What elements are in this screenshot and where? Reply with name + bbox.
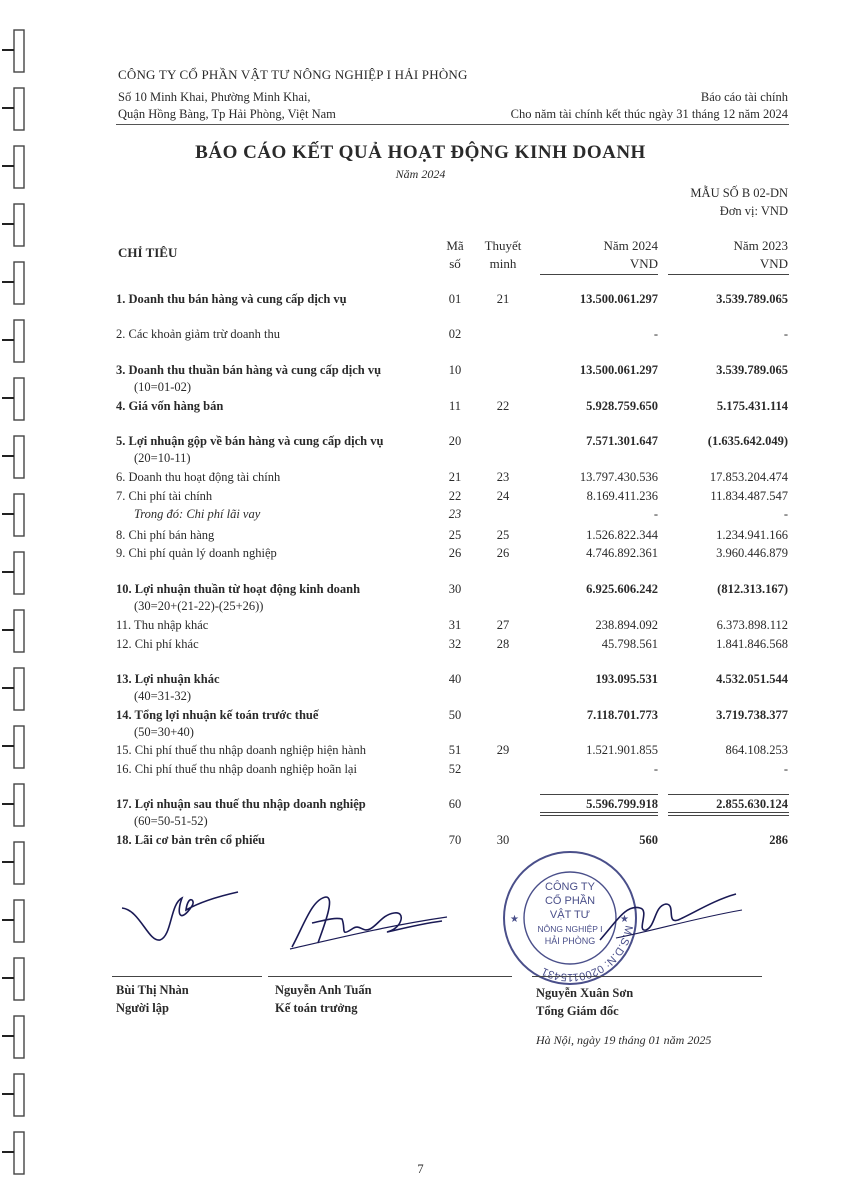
accountant-signature <box>282 885 452 960</box>
row-code: 30 <box>448 582 462 596</box>
row-value-2024: 193.095.531 <box>595 672 658 686</box>
row-label: 1. Doanh thu bán hàng và cung cấp dịch vụ <box>116 292 347 306</box>
row-value-2024: 7.118.701.773 <box>586 708 658 722</box>
preparer-role: Người lập <box>116 1001 169 1015</box>
stamp-line1: CÔNG TY <box>545 881 595 893</box>
row-value-2023: 3.960.446.879 <box>716 546 788 560</box>
row-label: 10. Lợi nhuận thuần từ hoạt động kinh doanh <box>116 582 361 596</box>
row-value-2023: 5.175.431.114 <box>716 399 788 413</box>
binding-ring <box>14 1016 24 1058</box>
col-code-header-line2: số <box>449 256 461 271</box>
row-value-2023: 1.234.941.166 <box>716 528 788 542</box>
stamp-line2: CỔ PHẦN <box>544 895 596 907</box>
row-value-2023: - <box>783 507 788 521</box>
row-note: 24 <box>496 489 510 503</box>
row-label: 17. Lợi nhuận sau thuế thu nhập doanh nghiệp <box>116 797 366 811</box>
director-sign-line <box>532 976 762 977</box>
row-note: 22 <box>496 399 510 413</box>
svg-text:★: ★ <box>510 914 519 925</box>
col-2023-header: Năm 2023 <box>733 238 788 253</box>
binding-ring <box>14 668 24 710</box>
row-label: 4. Giá vốn hàng bán <box>116 399 224 413</box>
row17-2023-bottom-rule2 <box>668 815 789 816</box>
report-subtitle: Năm 2024 <box>395 167 446 181</box>
row-value-2023: - <box>783 762 788 776</box>
row-formula: (20=10-11) <box>134 451 191 465</box>
preparer-name: Bùi Thị Nhàn <box>116 983 189 997</box>
row-note: 25 <box>496 528 510 542</box>
row-note: 26 <box>496 546 510 560</box>
col-2023-currency: VND <box>759 256 788 271</box>
row-value-2024: - <box>653 327 658 341</box>
row-note: 23 <box>496 470 510 484</box>
row-value-2023: 17.853.204.474 <box>709 470 788 484</box>
row-label: 9. Chi phí quản lý doanh nghiệp <box>116 546 277 560</box>
binding-ring <box>14 204 24 246</box>
binding-ring <box>14 842 24 884</box>
row-label: 12. Chi phí khác <box>116 637 199 651</box>
row-value-2024: 13.797.430.536 <box>579 470 658 484</box>
col-note-header-line2: minh <box>489 256 517 271</box>
row-code: 23 <box>448 507 462 521</box>
row-value-2024: 6.925.606.242 <box>586 582 658 596</box>
director-signature <box>596 880 746 970</box>
row-value-2024: 7.571.301.647 <box>586 434 658 448</box>
row-value-2024: 4.746.892.361 <box>586 546 658 560</box>
col-2024-currency: VND <box>629 256 658 271</box>
report-type: Báo cáo tài chính <box>700 90 788 104</box>
place-and-date: Hà Nội, ngày 19 tháng 01 năm 2025 <box>536 1033 712 1047</box>
row-note: 29 <box>496 743 510 757</box>
row-code: 10 <box>448 363 462 377</box>
row-value-2024: 1.526.822.344 <box>586 528 658 542</box>
row-label: 8. Chi phí bán hàng <box>116 528 215 542</box>
stamp-line3: VẬT TƯ <box>549 909 591 921</box>
row-value-2023: 3.719.738.377 <box>716 708 788 722</box>
row-value-2024: 5.596.799.918 <box>586 797 658 811</box>
binding-ring <box>14 320 24 362</box>
binding-ring <box>14 610 24 652</box>
row-value-2023: 11.834.487.547 <box>710 489 788 503</box>
row-code: 25 <box>448 528 462 542</box>
company-address-line2: Quận Hồng Bàng, Tp Hải Phòng, Việt Nam <box>118 107 336 121</box>
binding-ring <box>14 436 24 478</box>
col-2023-underline <box>668 274 789 275</box>
row-value-2023: (812.313.167) <box>717 582 788 596</box>
row-label: 18. Lãi cơ bản trên cổ phiếu <box>116 833 265 847</box>
row-code: 02 <box>448 327 462 341</box>
currency-unit: Đơn vị: VND <box>719 204 788 218</box>
row-code: 40 <box>448 672 462 686</box>
row-value-2023: 4.532.051.544 <box>716 672 788 686</box>
row-label: 2. Các khoản giảm trừ doanh thu <box>116 327 281 341</box>
row-value-2024: - <box>653 762 658 776</box>
row-value-2024: 13.500.061.297 <box>579 292 658 306</box>
row-value-2024: 5.928.759.650 <box>586 399 658 413</box>
row-label: 6. Doanh thu hoạt động tài chính <box>116 470 281 484</box>
row-label: 15. Chi phí thuế thu nhập doanh nghiệp hiện hành <box>116 743 366 757</box>
row-value-2024: - <box>653 507 658 521</box>
col-indicator-header: CHỈ TIÊU <box>118 245 178 260</box>
row-value-2024: 1.521.901.855 <box>586 743 658 757</box>
row-code: 26 <box>448 546 462 560</box>
row-formula: (60=50-51-52) <box>134 814 208 828</box>
binding-ring <box>14 494 24 536</box>
row-label: 13. Lợi nhuận khác <box>116 672 220 686</box>
binding-ring <box>14 784 24 826</box>
col-2024-underline <box>540 274 658 275</box>
row-value-2024: 238.894.092 <box>595 618 658 632</box>
row-code: 50 <box>448 708 462 722</box>
row-code: 21 <box>448 470 462 484</box>
row-code: 31 <box>448 618 462 632</box>
row17-2024-bottom-rule <box>540 812 658 813</box>
stamp-ring-text: M.S.D.N: 0200115431 <box>539 924 635 984</box>
preparer-sign-line <box>112 976 262 977</box>
row-formula: (40=31-32) <box>134 689 192 703</box>
stamp-line4: NÔNG NGHIỆP I <box>537 924 603 934</box>
page-number: 7 <box>417 1162 424 1176</box>
row-note: 28 <box>496 637 510 651</box>
row-value-2023: 3.539.789.065 <box>716 292 788 306</box>
svg-text:★: ★ <box>620 914 629 925</box>
row-label: 16. Chi phí thuế thu nhập doanh nghiệp hoãn lại <box>116 762 357 776</box>
row-value-2023: 864.108.253 <box>725 743 788 757</box>
row-value-2024: 13.500.061.297 <box>579 363 658 377</box>
row-value-2024: 8.169.411.236 <box>586 489 658 503</box>
company-name: CÔNG TY CỔ PHẦN VẬT TƯ NÔNG NGHIỆP I HẢI PHÒNG <box>118 67 468 82</box>
binding-ring <box>14 958 24 1000</box>
row-value-2024: 45.798.561 <box>601 637 658 651</box>
binding-ring <box>14 378 24 420</box>
preparer-signature <box>110 880 250 960</box>
row-code: 60 <box>448 797 462 811</box>
row-code: 22 <box>448 489 462 503</box>
row-value-2023: 3.539.789.065 <box>716 363 788 377</box>
row-value-2024: 560 <box>639 833 658 847</box>
binding-ring <box>14 262 24 304</box>
director-name: Nguyễn Xuân Sơn <box>536 986 634 1000</box>
row-note: 30 <box>496 833 510 847</box>
header-divider <box>116 124 789 125</box>
row-code: 11 <box>448 399 462 413</box>
row-note: 27 <box>496 618 510 632</box>
row-value-2023: (1.635.642.049) <box>707 434 788 448</box>
row17-2023-top-rule <box>668 794 789 795</box>
row-value-2023: 6.373.898.112 <box>716 618 788 632</box>
row-label: 3. Doanh thu thuần bán hàng và cung cấp dịch vụ <box>116 363 382 377</box>
stamp-line5: HẢI PHÒNG <box>544 936 596 946</box>
row-value-2023: - <box>783 327 788 341</box>
binding-ring <box>14 1074 24 1116</box>
row-code: 32 <box>448 637 462 651</box>
row-code: 52 <box>448 762 462 776</box>
row-code: 20 <box>448 434 462 448</box>
accountant-name: Nguyễn Anh Tuấn <box>275 983 372 997</box>
row-formula: (30=20+(21-22)-(25+26)) <box>134 599 264 613</box>
row17-2023-bottom-rule <box>668 812 789 813</box>
row-formula: (10=01-02) <box>134 380 192 394</box>
row-code: 01 <box>448 292 462 306</box>
binding-ring <box>14 900 24 942</box>
director-role: Tổng Giám đốc <box>536 1004 619 1018</box>
binding-ring <box>14 726 24 768</box>
row-label: 14. Tổng lợi nhuận kế toán trước thuế <box>116 708 319 722</box>
row-formula: (50=30+40) <box>134 725 194 739</box>
binding-ring <box>14 88 24 130</box>
form-code: MẪU SỐ B 02-DN <box>690 186 788 200</box>
row-label: 5. Lợi nhuận gộp về bán hàng và cung cấp dịch vụ <box>116 434 384 448</box>
col-2024-header: Năm 2024 <box>603 238 658 253</box>
col-code-header-line1: Mã <box>446 238 464 253</box>
binding-ring <box>14 30 24 72</box>
row17-2024-bottom-rule2 <box>540 815 658 816</box>
row-label: 7. Chi phí tài chính <box>116 489 213 503</box>
report-period: Cho năm tài chính kết thúc ngày 31 tháng 12 năm 2024 <box>510 107 788 121</box>
row-value-2023: 286 <box>769 833 788 847</box>
row-label: Trong đó: Chi phí lãi vay <box>134 507 261 521</box>
row17-2024-top-rule <box>540 794 658 795</box>
report-title: BÁO CÁO KẾT QUẢ HOẠT ĐỘNG KINH DOANH <box>195 142 646 163</box>
binding-ring <box>14 552 24 594</box>
row-code: 70 <box>448 833 462 847</box>
accountant-sign-line <box>268 976 512 977</box>
row-value-2023: 2.855.630.124 <box>716 797 788 811</box>
row-code: 51 <box>448 743 462 757</box>
row-label: 11. Thu nhập khác <box>116 618 209 632</box>
row-value-2023: 1.841.846.568 <box>716 637 788 651</box>
col-note-header-line1: Thuyết <box>484 238 522 253</box>
row-note: 21 <box>496 292 510 306</box>
company-address-line1: Số 10 Minh Khai, Phường Minh Khai, <box>118 90 311 104</box>
accountant-role: Kế toán trưởng <box>275 1001 358 1015</box>
